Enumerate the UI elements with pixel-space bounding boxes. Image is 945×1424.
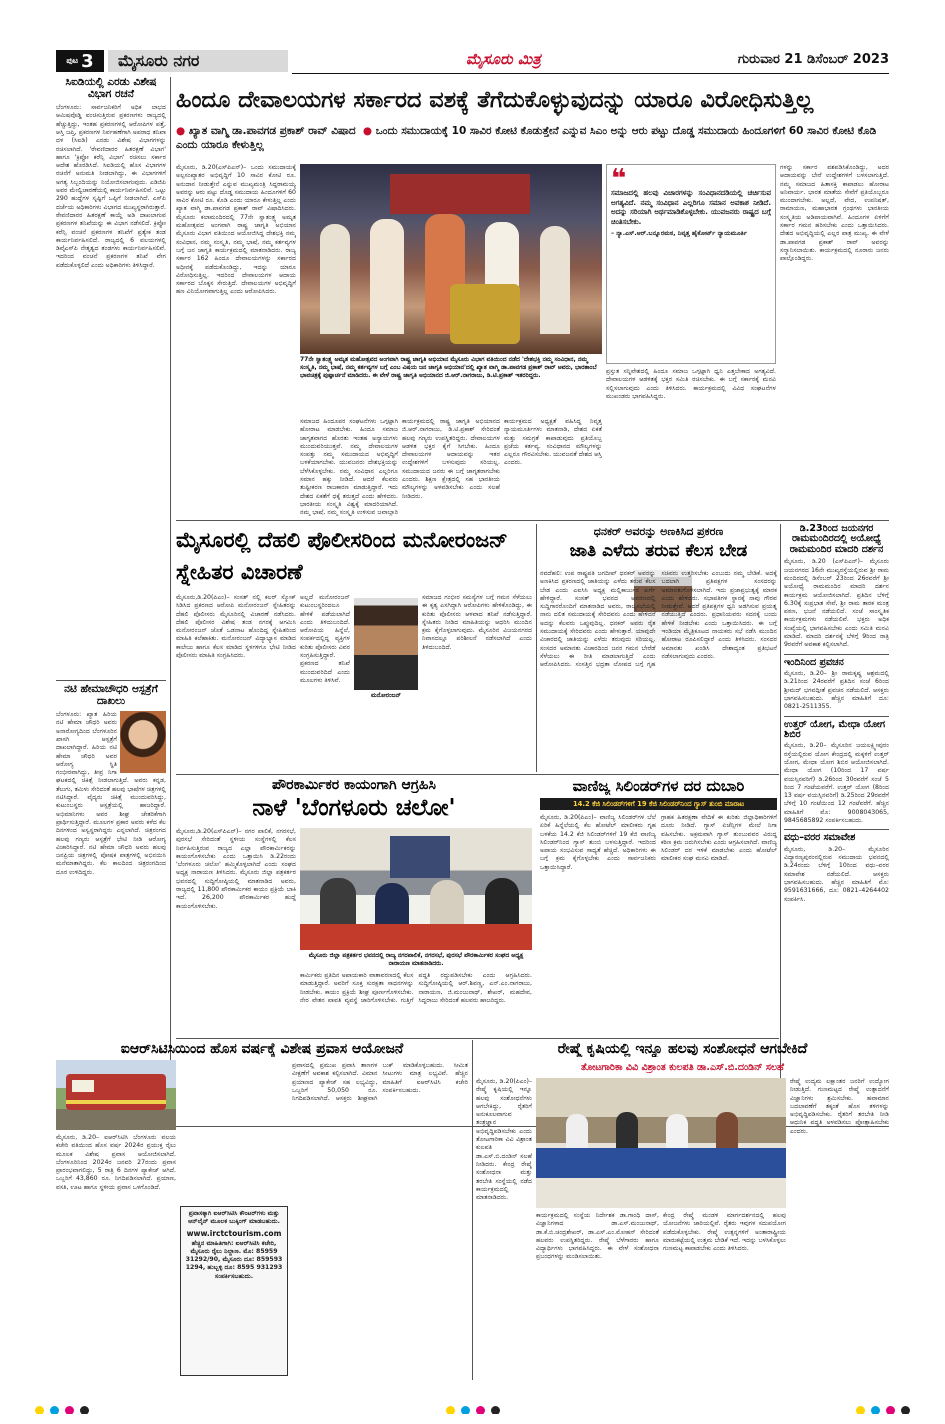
labour-photo [300, 828, 532, 950]
silk-col1: ಮೈಸೂರು, ಡಿ.20(ಪಿಎಂ)– ರೇಷ್ಮೆ ಕೃಷಿಯಲ್ಲಿ ಇನ್ನೂ ಹಲವು ಸಂಶೋಧನೆಗಳು ಆಗಬೇಕಿದ್ದು, ರೈತರಿಗೆ ಅನುಕೂಲವಾಗುವ ತಂತ್ರಜ್ಞಾನ ಅಭಿವೃದ್ಧಿಪಡಿಸಬೇಕು ಎಂದು ತೋಟಗಾರಿಕಾ ವಿವಿ ವಿಶ್ರಾಂತ ಕುಲಪತಿ ಡಾ.ಎಸ್.ಬಿ.ದಂಡಿನ್ ಸಲಹೆ ನೀಡಿದರು. ಕೇಂದ್ರ ರೇಷ್ಮೆ ಸಂಶೋಧನಾ ಮತ್ತು ತರಬೇತಿ ಸಂಸ್ಥೆಯಲ್ಲಿ ನಡೆದ ಕಾರ್ಯಕ್ರಮದಲ್ಲಿ ಮಾತನಾಡಿದರು. [476, 1078, 532, 1202]
main-headline: ಹಿಂದೂ ದೇವಾಲಯಗಳ ಸರ್ಕಾರದ ವಶಕ್ಕೆ ತೆಗೆದುಕೊಳ್ಳುವುದನ್ನು ಯಾರೂ ವಿರೋಧಿಸುತ್ತಿಲ್ಲ [176, 87, 814, 113]
actress-photo [120, 711, 166, 773]
cid-headline: ಸಿಐಡಿಯಲ್ಲಿ ಎರಡು ವಿಶೇಷ ವಿಭಾಗ ರಚನೆ [65, 77, 157, 100]
silk-headline: ರೇಷ್ಮೆ ಕೃಷಿಯಲ್ಲಿ ಇನ್ನೂ ಹಲವು ಸಂಶೋಧನೆ ಆಗಬೇಕಿದೆ [557, 1042, 808, 1057]
main-sub2: ಒಂದು ಸಮುದಾಯಕ್ಕೆ 10 ಸಾವಿರ ಕೋಟಿ ಕೊಡುತ್ತೇನೆ ಎನ್ನುವ ಸಿಎಂ ಅನ್ನು ಆರು ಪಟ್ಟು ದೊಡ್ಡ ಸಮುದಾಯ ಹಿಂದೂಗಳಿಗೆ 60 ಸಾವಿರ ಕೋಟಿ ಕೊಡಿ ಎಂದು ಯಾರೂ ಕೇಳುತ್ತಿಲ್ಲ [176, 125, 877, 151]
quote-mark-icon: ❝ [611, 164, 627, 194]
header [56, 50, 889, 74]
silk-col4: ಕೇಂದ್ರ ರೇಷ್ಮೆ ಮಂಡಳಿ ಮಾರ್ಗದರ್ಶನದಲ್ಲಿ ಹಲವು ಯೋಜನೆಗಳು ಜಾರಿಯಲ್ಲಿವೆ. ರೈತರು ಇವುಗಳ ಸದುಪಯೋಗ ಪಡೆದುಕೊಳ್ಳಬೇಕು. ರೇಷ್ಮೆ ಉತ್ಪನ್ನಗಳಿಗೆ ಅಂತಾರಾಷ್ಟ್ರೀಯ ಮಾರುಕಟ್ಟೆಯಲ್ಲಿ ಉತ್ತಮ ಬೇಡಿಕೆ ಇದೆ. ಇದನ್ನು ಬಳಸಿಕೊಳ್ಳಲು ಗುಣಮಟ್ಟ ಕಾಪಾಡಬೇಕು ಎಂದು ತಿಳಿಸಿದರು. [663, 1212, 786, 1253]
caste-body: ನವದೆಹಲಿ: ಉಪ ರಾಷ್ಟ್ರಪತಿ ಜಗದೀಪ್ ಧನಕರ್ ಅವರನ್ನು ಅಣಕಿಸಿದ ಪ್ರಕರಣದಲ್ಲಿ ಜಾತಿಯನ್ನು ಎಳೆದು ತರುವ ಕೆಲಸ ಬೇಡ ಎಂದು ಎಐಸಿಸಿ ಅಧ್ಯಕ್ಷ ಮಲ್ಲಿಕಾರ್ಜುನ ಖರ್ಗೆ ಹೇಳಿದ್ದಾರೆ. ಸಂಸತ್ ಭವನದ ಆವರಣದಲ್ಲಿ ಸುದ್ದಿಗಾರರೊಂದಿಗೆ ಮಾತನಾಡಿದ ಅವರು, ರಾಜ್ಯಸಭೆಯಲ್ಲಿ ನಾನು ದಲಿತ ಸಮುದಾಯಕ್ಕೆ ಸೇರಿದವನು ಎಂದು ಹೇಳಿದರೆ ಅದನ್ನು ಕೆಲವರು ಒಪ್ಪುವುದಿಲ್ಲ. ಧನಕರ್ ಅವರು ರೈತ ಸಮುದಾಯಕ್ಕೆ ಸೇರಿದವರು ಎಂದು ಹೇಳುತ್ತಾರೆ. ಯಾವುದೇ ವಿಚಾರದಲ್ಲಿ ಜಾತಿಯನ್ನು ಎಳೆದು ತರುವುದು ಸರಿಯಲ್ಲ. ಸಂಸದರ ಅಮಾನತು ವಿಚಾರದಿಂದ ಜನರ ಗಮನ ಬೇರೆಡೆ ಸೆಳೆಯಲು ಈ ರೀತಿ ಮಾಡಲಾಗುತ್ತಿದೆ ಎಂದು ಆರೋಪಿಸಿದರು. ಸಂಸತ್ತಿನ ಭದ್ರತಾ ಲೋಪದ ಬಗ್ಗೆ ಗೃಹ ಸಚಿವರು ಉತ್ತರಿಸಬೇಕು ಎಂಬುದು ನಮ್ಮ ಬೇಡಿಕೆ. ಅದಕ್ಕೆ ಬದಲಾಗಿ ಪ್ರತಿಪಕ್ಷಗಳ ಸಂಸದರನ್ನು ಅಮಾನತುಗೊಳಿಸಲಾಗಿದೆ. ಇದು ಪ್ರಜಾಪ್ರಭುತ್ವಕ್ಕೆ ಮಾರಕ ಎಂದು ಹೇಳಿದರು. ಸಭಾಪತಿಗಳ ಸ್ಥಾನಕ್ಕೆ ನಾವು ಗೌರವ ನೀಡುತ್ತೇವೆ. ಆದರೆ ಪ್ರತಿಪಕ್ಷಗಳ ಧ್ವನಿ ಅಡಗಿಸುವ ಪ್ರಯತ್ನ ನಡೆಯುತ್ತಿದೆ ಎಂದರು. ಪ್ರಧಾನಿಯವರು ಸದನಕ್ಕೆ ಬಂದು ಹೇಳಿಕೆ ನೀಡಬೇಕು ಎಂದು ಒತ್ತಾಯಿಸಿದರು. ಈ ಬಗ್ಗೆ ಇಂಡಿಯಾ ಮೈತ್ರಿಕೂಟದ ನಾಯಕರು ಸಭೆ ನಡೆಸಿ ಮುಂದಿನ ಹೋರಾಟ ರೂಪಿಸಲಿದ್ದಾರೆ ಎಂದು ತಿಳಿಸಿದರು. ಸಂಸದರ ಅಮಾನತು ಖಂಡಿಸಿ ದೇಶಾದ್ಯಂತ ಪ್ರತಿಭಟನೆ ನಡೆಸಲಾಗುವುದು ಎಂದರು. [540, 570, 777, 669]
yoga-headline: ಉತ್ತರ್ ಯೋಗ, ಮೇಧಾ ಯೋಗ ಶಿಬಿರ [784, 716, 889, 741]
quote-author: – ನ್ಯಾ.ಎಸ್.ಆರ್.ಬನ್ನೂರಮಠ, ನಿವೃತ್ತ ಹೈಕೋರ್ಟ್ ನ್ಯಾಯಮೂರ್ತಿ [611, 230, 748, 237]
vadhu-body: ಮೈಸೂರು, ಡಿ.20– ಮೈಸೂರಿನ ವಿದ್ಯಾರಣ್ಯಪುರಂನಲ್ಲಿರುವ ಸಮುದಾಯ ಭವನದಲ್ಲಿ ಡಿ.24ರಂದು ಬೆಳಿಗ್ಗೆ 10ರಿಂದ ವಧು–ವರರ ಸಮಾವೇಶ ನಡೆಯಲಿದೆ. ಆಸಕ್ತರು ಭಾಗವಹಿಸಬಹುದು. ಹೆಚ್ಚಿನ ಮಾಹಿತಿಗೆ ಮೊ: 9591631666, ದೂ: 0821–4264402 ಸಂಪರ್ಕಿಸಿ. [784, 845, 889, 903]
main-photo-caption: 77ನೇ ಸ್ವಾತಂತ್ರ್ಯ ಅಮೃತ ಮಹೋತ್ಸವದ ಅಂಗವಾಗಿ ರಾಷ್ಟ್ರ ಜಾಗೃತಿ ಅಭಿಯಾನ ಮೈಸೂರು ವಿಭಾಗ ವತಿಯಿಂದ ನಡೆದ 'ದೇಶಭಕ್ತಿ ನಮ್ಮ ಸಂವಿಧಾನ, ನಮ್ಮ ಸಂಸ್ಕೃತಿ, ನಮ್ಮ ಭಾಷೆ, ನಮ್ಮ ಕರ್ತವ್ಯಗಳ ಬಗ್ಗೆ ಎಂಬ ವಿಷಯ ಜನ ಜಾಗೃತಿ ಅಭಿಯಾನ'ದಲ್ಲಿ ಖ್ಯಾತ ವಾಗ್ಮಿ ಡಾ.ಪಾವಗಡ ಪ್ರಕಾಶ್ ರಾವ್ ಅವರು, ಭಾರತಾಂಬೆ ಭಾವಚಿತ್ರಕ್ಕೆ ಪುಷ್ಪಾರ್ಚನೆ ಮಾಡಿದರು. ಈ ವೇಳೆ ರಾಷ್ಟ್ರ ಜಾಗೃತಿ ಅಭಿಯಾನದ ಜಿ.ಆರ್.ನಾಗರಾಜು, ಡಿ.ಟಿ.ಪ್ರಕಾಶ್ ಇತರರಿದ್ದರು. [300, 356, 597, 379]
section-title: ಮೈಸೂರು ನಗರ [108, 50, 288, 72]
ram-mandir-body: ಮೈಸೂರು, ಡಿ.20 (ಎಸ್‌ಪಿಎನ್)– ಮೈಸೂರು ಜಯನಗರದ 16ನೇ ಮುಖ್ಯರಸ್ತೆಯಲ್ಲಿರುವ ಶ್ರೀ ರಾಮ ಮಂದಿರದಲ್ಲಿ ಡಿಸೆಂಬರ್ 23ರಿಂದ 26ರವರೆಗೆ ಶ್ರೀ ಅಯೋಧ್ಯೆ ರಾಮಮಂದಿರ ಮಾದರಿ ದರ್ಶನ ಕಾರ್ಯಕ್ರಮ ಆಯೋಜಿಸಲಾಗಿದೆ. ಪ್ರತಿದಿನ ಬೆಳಿಗ್ಗೆ 6.30ಕ್ಕೆ ಸುಪ್ರಭಾತ ಸೇವೆ, ಶ್ರೀ ರಾಮ ತಾರಕ ಮಂತ್ರ ಪಠಣ, ಭಜನೆ ನಡೆಯಲಿದೆ. ಸಂಜೆ ಸಾಂಸ್ಕೃತಿಕ ಕಾರ್ಯಕ್ರಮಗಳು ನಡೆಯಲಿವೆ. ಭಕ್ತರು ಅಧಿಕ ಸಂಖ್ಯೆಯಲ್ಲಿ ಭಾಗವಹಿಸಬೇಕು ಎಂದು ಸಮಿತಿ ಮನವಿ ಮಾಡಿದೆ. ಮಾದರಿ ದರ್ಶನಕ್ಕೆ ಬೆಳಿಗ್ಗೆ 9ರಿಂದ ರಾತ್ರಿ 9ರವರೆಗೆ ಅವಕಾಶ ಕಲ್ಪಿಸಲಾಗಿದೆ. [784, 558, 889, 649]
cid-story [56, 77, 166, 677]
yoga-body: ಮೈಸೂರು, ಡಿ.20– ಮೈಸೂರಿನ ಜಯಲಕ್ಷ್ಮೀಪುರಂ ರಸ್ತೆಯಲ್ಲಿರುವ ಯೋಗ ಕೇಂದ್ರದಲ್ಲಿ ಮಕ್ಕಳಿಗೆ ಉತ್ತರ್ ಯೋಗ, ಮೇಧಾ ಯೋಗ ಶಿಬಿರ ಆಯೋಜಿಸಲಾಗಿದೆ. ಮೇಧಾ ಯೋಗ (10ರಿಂದ 17 ವರ್ಷ ವಯಸ್ಸಿನವರಿಗೆ) ಡಿ.26ರಿಂದ 30ರವರೆಗೆ ಸಂಜೆ 5 ರಿಂದ 7 ಗಂಟೆಯವರೆಗೆ. ಉತ್ತರ್ ಯೋಗ (8ರಿಂದ 13 ವರ್ಷ ವಯಸ್ಸಿನವರಿಗೆ) ಡಿ.25ರಿಂದ 29ರವರೆಗೆ ಬೆಳಿಗ್ಗೆ 10 ಗಂಟೆಯಿಂದ 12 ಗಂಟೆವರೆಗೆ. ಹೆಚ್ಚಿನ ಮಾಹಿತಿಗೆ ಮೊ: 9008043065, 9845685892 ಸಂಪರ್ಕಿಸಬಹುದು. [784, 742, 889, 825]
vadhu-headline: ವಧು–ವರರ ಸಮಾವೇಶ [784, 829, 889, 843]
irctc-col2: ಪ್ರವಾಸದಲ್ಲಿ ಪ್ರಮುಖ ಪ್ರವಾಸಿ ತಾಣಗಳ ವೀಕ್ಷಣೆಗೆ ಅವಕಾಶ ಕಲ್ಪಿಸಲಾಗಿದೆ. ವಿಮಾನ ಪ್ರಯಾಣದ ಪ್ಯಾಕೇಜ್ ಸಹ ಲಭ್ಯವಿದ್ದು, ಒಬ್ಬರಿಗೆ 50,050 ರೂ. ನಿಗದಿಪಡಿಸಲಾಗಿದೆ. ಆಸಕ್ತರು ಶೀಘ್ರವಾಗಿ ಬುಕ್ ಮಾಡಿಕೊಳ್ಳಬಹುದು. ಸೀಮಿತ ಸೀಟುಗಳು ಮಾತ್ರ ಲಭ್ಯವಿವೆ. ಹೆಚ್ಚಿನ ಮಾಹಿತಿಗೆ ಐಆರ್‌ಸಿಟಿಸಿ ಕಚೇರಿ ಸಂಪರ್ಕಿಸಬಹುದು. [292, 1062, 468, 1103]
caste-headline: ಜಾತಿ ಎಳೆದು ತರುವ ಕೆಲಸ ಬೇಡ [569, 542, 748, 561]
gas-col1: ಮೈಸೂರು, ಡಿ.20(ಪಿಎಂ)– ವಾಣಿಜ್ಯ ಸಿಲಿಂಡರ್‌ಗಳ ಬೆಲೆ ಏರಿಕೆ ಹಿನ್ನೆಲೆಯಲ್ಲಿ ಕೆಲ ಹೋಟೆಲ್ ಮಾಲೀಕರು ಗೃಹ ಬಳಕೆಯ 14.2 ಕೆಜಿ ಸಿಲಿಂಡರ್‌ಗಳಿಗೆ 19 ಕೆಜಿ ವಾಣಿಜ್ಯ ಸಿಲಿಂಡರ್‌ನಿಂದ ಗ್ಯಾಸ್ ತುಂಬಿ ಬಳಸುತ್ತಿದ್ದಾರೆ. ಇದರಿಂದ ಅಪಾಯ ಸಂಭವಿಸುವ ಸಾಧ್ಯತೆ ಹೆಚ್ಚಿದೆ. ಅಧಿಕಾರಿಗಳು ಈ ಬಗ್ಗೆ ಕ್ರಮ ಕೈಗೊಳ್ಳಬೇಕು ಎಂದು ಸಾರ್ವಜನಿಕರು ಒತ್ತಾಯಿಸಿದ್ದಾರೆ. [540, 814, 656, 871]
main-col3: ಕಾರ್ಯಕ್ರಮದಲ್ಲಿ ರಾಷ್ಟ್ರ ಜಾಗೃತಿ ಅಭಿಯಾನದ ಜಿ.ಆರ್.ನಾಗರಾಜು, ಡಿ.ಟಿ.ಪ್ರಕಾಶ್ ಸೇರಿದಂತೆ ಹಲವು ಗಣ್ಯರು ಉಪಸ್ಥಿತರಿದ್ದರು. ದೇವಾಲಯಗಳ ಆಡಳಿತ ಭಕ್ತರ ಕೈಗೆ ಸಿಗಬೇಕು. ಹಿಂದೂ ದೇವಾಲಯಗಳ ಆದಾಯವನ್ನು ಇತರ ಉದ್ದೇಶಗಳಿಗೆ ಬಳಸುವುದು ಸರಿಯಲ್ಲ. ಸಮುದಾಯದ ಜನರು ಈ ಬಗ್ಗೆ ಜಾಗೃತರಾಗಬೇಕು ಎಂದರು. ಶಿಕ್ಷಣ ಕ್ಷೇತ್ರದಲ್ಲಿ ಸಹ ಭಾರತೀಯ ಮೌಲ್ಯಗಳನ್ನು ಅಳವಡಿಸಬೇಕು ಎಂದು ಸಲಹೆ ನೀಡಿದರು. [402, 418, 500, 500]
caste-kicker: ಧನಕರ್ ಅವರನ್ನು ಅಣಕಿಸಿದ ಪ್ರಕರಣ [593, 526, 724, 538]
labour-photo-caption: ಮೈಸೂರು ಜಿಲ್ಲಾ ಪತ್ರಕರ್ತರ ಭವನದಲ್ಲಿ ರಾಜ್ಯ ನಗರಪಾಲಿಕೆ, ನಗರಸಭೆ, ಪುರಸಭೆ ಪೌರಕಾರ್ಮಿಕರ ಸಂಘದ ಅಧ್ಯಕ್ಷ ನಾರಾಯಣ ಮಾತನಾಡಿದರು. [308, 952, 524, 967]
silk-col2: ರೇಷ್ಮೆ ಉದ್ಯಮ ಲಕ್ಷಾಂತರ ಜನರಿಗೆ ಉದ್ಯೋಗ ನೀಡುತ್ತಿದೆ. ಗುಣಮಟ್ಟದ ರೇಷ್ಮೆ ಉತ್ಪಾದನೆಗೆ ವಿಜ್ಞಾನಿಗಳು ಶ್ರಮಿಸಬೇಕು. ಹವಾಮಾನ ಬದಲಾವಣೆಗೆ ತಕ್ಕಂತೆ ಹೊಸ ತಳಿಗಳನ್ನು ಅಭಿವೃದ್ಧಿಪಡಿಸಬೇಕು. ರೈತರಿಗೆ ತರಬೇತಿ ನೀಡಿ ಆಧುನಿಕ ಪದ್ಧತಿ ಅಳವಡಿಸಲು ಪ್ರೋತ್ಸಾಹಿಸಬೇಕು ಎಂದರು. [790, 1078, 889, 1135]
actress-headline: ನಟಿ ಹೇಮಾಚೌಧರಿ ಆಸ್ಪತ್ರೆಗೆ ದಾಖಲು [64, 684, 158, 707]
irctc-info-box [180, 1206, 288, 1376]
cid-body: ಬೆಂಗಳೂರು: ಸಾರ್ವಜನಿಕರಿಗೆ ಅಧಿಕ ಲಾಭದ ಆಮಿಷವೊಡ್ಡಿ ವಂಚಿಸುತ್ತಿರುವ ಪ್ರಕರಣಗಳು ರಾಜ್ಯದಲ್ಲಿ ಹೆಚ್ಚುತ್ತಿದ್ದು, ಇಂತಹ ಪ್ರಕರಣಗಳಲ್ಲಿ ಆರೋಪಿಗಳ ಪತ್ತೆ, ಆಸ್ತಿ ಜಪ್ತಿ, ಪ್ರಕರಣಗಳ ನಿರ್ವಹಣೆಗಾಗಿ ಅಪರಾಧ ತನಿಖಾ ದಳ (ಸಿಐಡಿ) ಎರಡು ವಿಶೇಷ ವಿಭಾಗಗಳನ್ನು ರಚಿಸಲಾಗಿದೆ. 'ಠೇವಣಿದಾರರ ಹಿತರಕ್ಷಣೆ ವಿಭಾಗ' ಹಾಗೂ 'ಕ್ರಿಪ್ಟೋ ಕರೆನ್ಸಿ ವಿಭಾಗ' ರಚಿಸಲು ಸರ್ಕಾರ ಆದೇಶ ಹೊರಡಿಸಿದೆ. ಸಿಐಡಿಯಲ್ಲಿ ಹೊಸ ವಿಭಾಗಗಳ ರಚನೆಗೆ ಅನುಮತಿ ನೀಡಲಾಗಿದ್ದು, ಈ ವಿಭಾಗಗಳಿಗೆ ಅಗತ್ಯ ಸಿಬ್ಬಂದಿಯನ್ನು ನಿಯೋಜಿಸಲಾಗುವುದು. ಎಡಿಜಿಪಿ ಅವರ ಮೇಲ್ವಿಚಾರಣೆಯಲ್ಲಿ ಕಾರ್ಯನಿರ್ವಹಿಸಲಿವೆ. ಒಟ್ಟು 290 ಹುದ್ದೆಗಳ ಸೃಷ್ಟಿಗೆ ಒಪ್ಪಿಗೆ ನೀಡಲಾಗಿದೆ. ಎಸ್‌ಪಿ ದರ್ಜೆಯ ಅಧಿಕಾರಿಗಳು ವಿಭಾಗದ ಮುಖ್ಯಸ್ಥರಾಗಿರುತ್ತಾರೆ. ಠೇವಣಿದಾರರ ಹಿತರಕ್ಷಣೆ ಕಾಯ್ದೆ ಅಡಿ ದಾಖಲಾಗುವ ಪ್ರಕರಣಗಳ ತನಿಖೆಯನ್ನು ಈ ವಿಭಾಗ ನಡೆಸಲಿದೆ. ಕ್ರಿಪ್ಟೋ ಕರೆನ್ಸಿ ವಂಚನೆ ಪ್ರಕರಣಗಳ ತನಿಖೆಗೆ ಪ್ರತ್ಯೇಕ ತಂಡ ಕಾರ್ಯನಿರ್ವಹಿಸಲಿದೆ. ರಾಜ್ಯದಲ್ಲಿ 6 ವಲಯಗಳಲ್ಲಿ ಡಿವೈಎಸ್‌ಪಿ ನೇತೃತ್ವದ ತಂಡಗಳು ಕಾರ್ಯನಿರ್ವಹಿಸಲಿವೆ. ಇದರಿಂದ ವಂಚನೆ ಪ್ರಕರಣಗಳ ತನಿಖೆ ವೇಗ ಪಡೆದುಕೊಳ್ಳಲಿದೆ ಎಂದು ಅಧಿಕಾರಿಗಳು ತಿಳಿಸಿದ್ದಾರೆ. [56, 104, 166, 269]
irctc-box-title: ಪ್ರವಾಸಕ್ಕಾಗಿ ಐಆರ್‌ಸಿಟಿಸಿ ಕೌಂಟರ್‌ಗಳು ಮತ್ತು ಆನ್‌ಲೈನ್ ಮೂಲಕ ಬುಕ್ಕಿಂಗ್ ಮಾಡಬಹುದು. [188, 1210, 280, 1226]
ram-mandir-story [784, 524, 889, 1124]
registration-marks [32, 1400, 913, 1414]
irctc-box-text: ಹೆಚ್ಚಿನ ಮಾಹಿತಿಗಾಗಿ: ಐಆರ್‌ಸಿಟಿಸಿ ಕಚೇರಿ, ಮೈಸೂರು ರೈಲು ನಿಲ್ದಾಣ. ಮೊ: 85959 31292/90, ಮೈಸೂರು ದೂ: 859593 1294, ಹುಬ್ಬಳ್ಳಿ ದೂ: 8595 931293 ಸಂಪರ್ಕಿಸಬಹುದು. [185, 1239, 283, 1280]
labour-col2: ಕಾರ್ಮಿಕರು ಪ್ರತಿದಿನ ಅಪಾಯಕಾರಿ ವಾತಾವರಣದಲ್ಲಿ ಕೆಲಸ ಮಾಡುತ್ತಿದ್ದಾರೆ. ಅವರಿಗೆ ಸೂಕ್ತ ಸುರಕ್ಷತಾ ಸಾಧನಗಳನ್ನು ನೀಡಬೇಕು. ಕಾಯಂ ಪ್ರಕ್ರಿಯೆ ಶೀಘ್ರ ಪೂರ್ಣಗೊಳಿಸಬೇಕು. ನೇರ ವೇತನ ಪಾವತಿ ವ್ಯವಸ್ಥೆ ಜಾರಿಗೊಳಿಸಬೇಕು. ಗುತ್ತಿಗೆ ಪದ್ಧತಿ ರದ್ದುಪಡಿಸಬೇಕು ಎಂದು ಆಗ್ರಹಿಸಿದರು. ಸುದ್ದಿಗೋಷ್ಠಿಯಲ್ಲಿ ಆರ್.ಶಿವಣ್ಣ, ಎನ್.ಎಂ.ನಾಗರಾಜು, ನಾರಾಯಣ, ಜಿ.ಮಂಜುನಾಥ್, ಶೇಖರ್, ಮಹದೇವ, ಸಿದ್ದರಾಜು ಸೇರಿದಂತೆ ಹಲವರು ಹಾಜರಿದ್ದರು. [300, 972, 532, 1004]
silk-event-photo [536, 1078, 786, 1208]
irctc-col1: ಮೈಸೂರು, ಡಿ.20– ಐಆರ್‌ಸಿಟಿಸಿ ಬೆಂಗಳೂರು ವಲಯ ಕಚೇರಿ ವತಿಯಿಂದ ಹೊಸ ವರ್ಷ 2024ರ ಪ್ರಯುಕ್ತ ರೈಲು ಮೂಲಕ ವಿಶೇಷ ಪ್ರವಾಸ ಆಯೋಜಿಸಲಾಗಿದೆ. ಬೆಂಗಳೂರಿನಿಂದ 2024ರ ಜನವರಿ 27ರಂದು ಪ್ರವಾಸ ಪ್ರಾರಂಭವಾಗಲಿದ್ದು, 5 ರಾತ್ರಿ 6 ದಿನಗಳ ಪ್ಯಾಕೇಜ್ ಆಗಿದೆ. ಒಬ್ಬರಿಗೆ 43,860 ರೂ. ನಿಗದಿಪಡಿಸಲಾಗಿದೆ. ಪ್ರಯಾಣ, ವಸತಿ, ಊಟ ಹಾಗೂ ಸ್ಥಳೀಯ ಪ್ರವಾಸ ಒಳಗೊಂಡಿದೆ. [56, 1134, 176, 1191]
main-event-photo [300, 164, 602, 354]
main-col2: ಸಮಾಜದ ಹಿಂದೂಪರ ಸಂಘಟನೆಗಳು ಒಗ್ಗಟ್ಟಾಗಿ ಹೋರಾಟ ಮಾಡಬೇಕು. ಹಿಂದೂ ಸಮಾಜ ಜಾಗೃತವಾಗದ ಹೊರತು ಇಂತಹ ಅನ್ಯಾಯಗಳು ಮುಂದುವರಿಯುತ್ತವೆ. ನಮ್ಮ ದೇವಾಲಯಗಳ ಸಂಪತ್ತು ನಮ್ಮ ಸಮುದಾಯದ ಅಭಿವೃದ್ಧಿಗೆ ಬಳಕೆಯಾಗಬೇಕು. ಯುವಜನರು ದೇಶಭಕ್ತಿಯನ್ನು ಬೆಳೆಸಿಕೊಳ್ಳಬೇಕು. ನಮ್ಮ ಸಂವಿಧಾನ ಎಲ್ಲರಿಗೂ ಸಮಾನ ಹಕ್ಕು ನೀಡಿದೆ. ಆದರೆ ಕೆಲವರು ತುಷ್ಟೀಕರಣ ರಾಜಕಾರಣ ಮಾಡುತ್ತಿದ್ದಾರೆ. ಇದು ದೇಶದ ಏಕತೆಗೆ ಧಕ್ಕೆ ತರುತ್ತದೆ ಎಂದು ಹೇಳಿದರು. ಭಾರತೀಯ ಸಂಸ್ಕೃತಿ ವಿಶ್ವಕ್ಕೆ ಮಾದರಿಯಾಗಿದೆ. ನಮ್ಮ ಭಾಷೆ, ನಮ್ಮ ಸಂಸ್ಕೃತಿ ಉಳಿಸುವ ಜವಾಬ್ದಾರಿ [300, 418, 398, 516]
gas-subhead: 14.2 ಕೆಜಿ ಸಿಲಿಂಡರ್‌ಗಳಿಗೆ 19 ಕೆಜಿ ಸಿಲಿಂಡರ್‌ನಿಂದ ಗ್ಯಾಸ್ ತುಂಬಿ ಮಾರಾಟ [540, 798, 777, 810]
actress-story [56, 684, 166, 1124]
main-col1: ಮೈಸೂರು, ಡಿ.20(ಎಸ್‌ಪಿಎನ್)– ಒಂದು ಸಮುದಾಯಕ್ಕೆ ಅಲ್ಪಸಂಖ್ಯಾತರ ಅಭಿವೃದ್ಧಿಗೆ 10 ಸಾವಿರ ಕೋಟಿ ರೂ. ಅನುದಾನ ನೀಡುತ್ತೇನೆ ಎನ್ನುವ ಮುಖ್ಯಮಂತ್ರಿ ಸಿದ್ದರಾಮಯ್ಯ ಅವರನ್ನು ಆರು ಪಟ್ಟು ದೊಡ್ಡ ಸಮುದಾಯ ಹಿಂದೂಗಳಿಗೆ 60 ಸಾವಿರ ಕೋಟಿ ರೂ. ಕೊಡಿ ಎಂದು ಯಾರೂ ಕೇಳುತ್ತಿಲ್ಲ ಎಂದು ಖ್ಯಾತ ವಾಗ್ಮಿ ಡಾ.ಪಾವಗಡ ಪ್ರಕಾಶ್ ರಾವ್ ವಿಷಾದಿಸಿದರು. ಮೈಸೂರು ಕಲಾಮಂದಿರದಲ್ಲಿ 77ನೇ ಸ್ವಾತಂತ್ರ್ಯ ಅಮೃತ ಮಹೋತ್ಸವದ ಅಂಗವಾಗಿ ರಾಷ್ಟ್ರ ಜಾಗೃತಿ ಅಭಿಯಾನ ಮೈಸೂರು ವಿಭಾಗ ವತಿಯಿಂದ ಆಯೋಜಿಸಿದ್ದ ದೇಶಭಕ್ತಿ ನಮ್ಮ ಸಂವಿಧಾನ, ನಮ್ಮ ಸಂಸ್ಕೃತಿ, ನಮ್ಮ ಭಾಷೆ, ನಮ್ಮ ಕರ್ತವ್ಯಗಳ ಬಗ್ಗೆ ಜನ ಜಾಗೃತಿ ಕಾರ್ಯಕ್ರಮದಲ್ಲಿ ಮಾತನಾಡಿದರು. ರಾಜ್ಯ ಸರ್ಕಾರ 162 ಹಿಂದೂ ದೇವಾಲಯಗಳನ್ನು ಸರ್ಕಾರದ ಅಧೀನಕ್ಕೆ ಪಡೆದುಕೊಂಡಿದ್ದು, ಇದನ್ನು ಯಾರೂ ವಿರೋಧಿಸುತ್ತಿಲ್ಲ. ಇದರಿಂದ ದೇವಾಲಯಗಳ ಆದಾಯ ಸರ್ಕಾರದ ಬೊಕ್ಕಸ ಸೇರುತ್ತಿದೆ. ದೇವಾಲಯಗಳ ಅಭಿವೃದ್ಧಿಗೆ ಹಣ ವಿನಿಯೋಗವಾಗುತ್ತಿಲ್ಲ ಎಂದು ಆರೋಪಿಸಿದರು. [176, 164, 296, 296]
main-col4: ಕಾರ್ಯಕ್ರಮದ ಅಧ್ಯಕ್ಷತೆ ವಹಿಸಿದ್ದ ನಿವೃತ್ತ ನ್ಯಾಯಮೂರ್ತಿಗಳು ಮಾತನಾಡಿ, ದೇಶದ ಏಕತೆ ಮತ್ತು ಸಮಗ್ರತೆ ಕಾಪಾಡುವುದು ಪ್ರತಿಯೊಬ್ಬ ಪ್ರಜೆಯ ಕರ್ತವ್ಯ. ಸಂವಿಧಾನದ ಮೌಲ್ಯಗಳನ್ನು ಎಲ್ಲರೂ ಗೌರವಿಸಬೇಕು. ಯುವಜನತೆ ದೇಶದ ಆಸ್ತಿ ಎಂದರು. [504, 418, 602, 467]
page-label: ಪುಟ [66, 56, 79, 65]
delhi-col1: ಮೈಸೂರು,ಡಿ.20(ಪಿಎಂ)– ಸಂಸತ್ ನಲ್ಲಿ ಕಲರ್ ಸ್ಮೋಕ್ ಸಿಡಿಸಿದ ಪ್ರಕರಣದ ಆರೋಪಿ ಮನೋರಂಜನ್ ಸ್ನೇಹಿತರನ್ನು ದೆಹಲಿ ಪೊಲೀಸರು ಮೈಸೂರಿನಲ್ಲಿ ವಿಚಾರಣೆ ನಡೆಸಿದರು. ದೆಹಲಿ ಪೊಲೀಸರ ವಿಶೇಷ ತಂಡ ನಗರಕ್ಕೆ ಆಗಮಿಸಿ ಮನೋರಂಜನ್ ಜೊತೆ ಒಡನಾಟ ಹೊಂದಿದ್ದ ಸ್ನೇಹಿತರಿಂದ ಮಾಹಿತಿ ಕಲೆಹಾಕಿತು. ಮನೋರಂಜನ್ ವಿದ್ಯಾಭ್ಯಾಸ ಮಾಡಿದ ಕಾಲೇಜು ಹಾಗೂ ಕೆಲಸ ಮಾಡಿದ ಸ್ಥಳಗಳಿಗೂ ಭೇಟಿ ನೀಡಿದ ಪೊಲೀಸರು ಮಾಹಿತಿ ಸಂಗ್ರಹಿಸಿದರು. [176, 594, 296, 660]
ram-mandir-headline: ಡಿ.23ರಿಂದ ಜಯನಗರ ರಾಮಮಂದಿರದಲ್ಲಿ ಅಯೋಧ್ಯೆ ರಾಮಮಂದಿರ ಮಾದರಿ ದರ್ಶನ [789, 524, 884, 555]
manoranjan-photo [354, 598, 418, 690]
manoranjan-caption: ಮನೋರಂಜನ್ [371, 692, 401, 699]
delhi-col2: ಅಲ್ಲದೆ ಮನೋರಂಜನ್ ಕುಟುಂಬಸ್ಥರಿಂದಲೂ ಹೇಳಿಕೆ ಪಡೆಯಲಾಗಿದೆ ಎಂದು ತಿಳಿದುಬಂದಿದೆ. ಆರೋಪಿಯ ಹಿನ್ನೆಲೆ, ಸಂಪರ್ಕದಲ್ಲಿದ್ದ ವ್ಯಕ್ತಿಗಳ ಕುರಿತು ಪೊಲೀಸರು ವಿವರ ಸಂಗ್ರಹಿಸುತ್ತಿದ್ದಾರೆ. ಪ್ರಕರಣದ ತನಿಖೆ ಮುಂದುವರಿದಿದೆ ಎಂದು ಮೂಲಗಳು ತಿಳಿಸಿವೆ. [300, 594, 350, 684]
silk-subhead: ತೋಟಗಾರಿಕಾ ವಿವಿ ವಿಶ್ರಾಂತ ಕುಲಪತಿ ಡಾ.ಎಸ್.ಬಿ.ದಂಡಿನ್ ಸಲಹೆ [581, 1062, 784, 1073]
date: ಗುರುವಾರ 21 ಡಿಸೆಂಬರ್ 2023 [737, 52, 889, 67]
train-photo [56, 1060, 176, 1130]
labour-col1: ಮೈಸೂರು,ಡಿ.20(ಎಸ್‌ಪಿಎನ್)– ನಗರ ಪಾಲಿಕೆ, ನಗರಸಭೆ, ಪುರಸಭೆ ಸೇರಿದಂತೆ ಸ್ಥಳೀಯ ಸಂಸ್ಥೆಗಳಲ್ಲಿ ಕೆಲಸ ನಿರ್ವಹಿಸುತ್ತಿರುವ ರಾಜ್ಯದ ಎಲ್ಲಾ ಪೌರಕಾರ್ಮಿಕರನ್ನು ಕಾಯಂಗೊಳಿಸಬೇಕು ಎಂದು ಒತ್ತಾಯಿಸಿ ಡಿ.22ರಂದು 'ಬೆಂಗಳೂರು ಚಲೋ' ಹಮ್ಮಿಕೊಳ್ಳಲಾಗಿದೆ ಎಂದು ಸಂಘದ ಅಧ್ಯಕ್ಷ ನಾರಾಯಣ ತಿಳಿಸಿದರು. ಮೈಸೂರು ಜಿಲ್ಲಾ ಪತ್ರಕರ್ತರ ಭವನದಲ್ಲಿ ಸುದ್ದಿಗೋಷ್ಠಿಯಲ್ಲಿ ಮಾತನಾಡಿದ ಅವರು, ರಾಜ್ಯದಲ್ಲಿ 11,800 ಪೌರಕಾರ್ಮಿಕರ ಕಾಯಂ ಪ್ರಕ್ರಿಯೆ ಬಾಕಿ ಇದೆ. 26,200 ಪೌರಕಾರ್ಮಿಕರ ಹುದ್ದೆ ಕಾಯಂಗೊಳಿಸಬೇಕು. [176, 828, 296, 910]
gas-headline: ವಾಣಿಜ್ಯ ಸಿಲಿಂಡರ್‌ಗಳ ದರ ದುಬಾರಿ [572, 778, 745, 795]
pravachana-headline: ಇಂದಿನಿಂದ ಪ್ರವಚನ [784, 654, 889, 668]
labour-kicker: ಪೌರಕಾರ್ಮಿಕರ ಕಾಯಂಗಾಗಿ ಆಗ್ರಹಿಸಿ [272, 778, 436, 793]
pravachana-body: ಮೈಸೂರು, ಡಿ.20– ಶ್ರೀ ರಾಮಕೃಷ್ಣ ಆಶ್ರಮದಲ್ಲಿ ಡಿ.21ರಿಂದ 24ರವರೆಗೆ ಪ್ರತಿದಿನ ಸಂಜೆ 6ರಿಂದ ಶ್ರೀಮದ್ ಭಗವದ್ಗೀತೆ ಪ್ರವಚನ ನಡೆಯಲಿದೆ. ಆಸಕ್ತರು ಭಾಗವಹಿಸಬಹುದು. ಹೆಚ್ಚಿನ ಮಾಹಿತಿಗೆ ದೂ: 0821-2511355. [784, 670, 889, 711]
page-number: 3 [81, 50, 94, 72]
irctc-box-url: www.irctctourism.com [186, 1228, 282, 1238]
main-right-col2: ಪ್ರಸ್ತುತ ಸನ್ನಿವೇಶದಲ್ಲಿ ಹಿಂದೂ ಸಮಾಜ ಒಗ್ಗಟ್ಟಾಗಿ ಧ್ವನಿ ಎತ್ತಬೇಕಾದ ಅಗತ್ಯವಿದೆ. ದೇವಾಲಯಗಳ ಆಡಳಿತಕ್ಕೆ ಭಕ್ತರ ಸಮಿತಿ ರಚಿಸಬೇಕು. ಈ ಬಗ್ಗೆ ಸರ್ಕಾರಕ್ಕೆ ಮನವಿ ಸಲ್ಲಿಸಲಾಗುವುದು ಎಂದು ತಿಳಿಸಿದರು. ಕಾರ್ಯಕ್ರಮದಲ್ಲಿ ವಿವಿಧ ಸಂಘಟನೆಗಳ ಮುಖಂಡರು ಭಾಗವಹಿಸಿದ್ದರು. [606, 368, 776, 400]
gas-col2: ಗ್ರಾಹಕ ಹಿತರಕ್ಷಣಾ ವೇದಿಕೆ ಈ ಕುರಿತು ಜಿಲ್ಲಾಧಿಕಾರಿಗಳಿಗೆ ದೂರು ನೀಡಿದೆ. ಗ್ಯಾಸ್ ಏಜೆನ್ಸಿಗಳ ಮೇಲೆ ನಿಗಾ ವಹಿಸಬೇಕು. ಅಕ್ರಮವಾಗಿ ಗ್ಯಾಸ್ ತುಂಬುವವರ ವಿರುದ್ಧ ಕಠಿಣ ಕ್ರಮ ಜರುಗಿಸಬೇಕು ಎಂದು ಆಗ್ರಹಿಸಲಾಗಿದೆ. ವಾಣಿಜ್ಯ ಸಿಲಿಂಡರ್ ದರ ಇಳಿಕೆ ಮಾಡಬೇಕು ಎಂದು ಹೋಟೆಲ್ ಮಾಲೀಕರ ಸಂಘ ಮನವಿ ಮಾಡಿದೆ. [661, 814, 777, 863]
main-subheads: ● ಖ್ಯಾತ ವಾಗ್ಮಿ ಡಾ.ಪಾವಗಡ ಪ್ರಕಾಶ್ ರಾವ್ ವಿಷಾದ ● ಒಂದು ಸಮುದಾಯಕ್ಕೆ 10 ಸಾವಿರ ಕೋಟಿ ಕೊಡುತ್ತೇನೆ ಎನ್ನುವ ಸಿಎಂ ಅನ್ನು ಆರು ಪಟ್ಟು ದೊಡ್ಡ ಸಮುದಾಯ ಹಿಂದೂಗಳಿಗೆ 60 ಸಾವಿರ ಕೋಟಿ ಕೊಡಿ ಎಂದು ಯಾರೂ ಕೇಳುತ್ತಿಲ್ಲ [176, 125, 877, 151]
silk-col3: ಕಾರ್ಯಕ್ರಮದಲ್ಲಿ ಸಂಸ್ಥೆಯ ನಿರ್ದೇಶಕ ಡಾ.ಗಾಂಧಿ ದಾಸ್, ವಿಜ್ಞಾನಿಗಳಾದ ಡಾ.ಎಸ್.ಮಂಜುನಾಥ್, ಡಾ.ಕೆ.ಬಿ.ಚಂದ್ರಶೇಖರ್, ಡಾ.ಎಸ್.ಎಂ.ಮೋಹನ್ ಸೇರಿದಂತೆ ಹಲವರು ಉಪಸ್ಥಿತರಿದ್ದರು. ರೇಷ್ಮೆ ಬೆಳೆಗಾರರು ಹಾಗೂ ವಿದ್ಯಾರ್ಥಿಗಳು ಭಾಗವಹಿಸಿದ್ದರು. ಈ ವೇಳೆ ಸಂಶೋಧನಾ ಪ್ರಬಂಧಗಳನ್ನು ಮಂಡಿಸಲಾಯಿತು. [536, 1212, 659, 1261]
irctc-headline: ಐಆರ್‌ಸಿಟಿಸಿಯಿಂದ ಹೊಸ ವರ್ಷಕ್ಕೆ ವಿಶೇಷ ಪ್ರವಾಸ ಆಯೋಜನೆ [120, 1042, 404, 1057]
quote-box [606, 164, 776, 364]
page-number-box [56, 50, 104, 72]
main-right-col: ಗಳನ್ನು ಸರ್ಕಾರ ವಶಪಡಿಸಿಕೊಂಡಿದ್ದು, ಅದರ ಆದಾಯವನ್ನು ಬೇರೆ ಉದ್ದೇಶಗಳಿಗೆ ಬಳಸಲಾಗುತ್ತಿದೆ. ನಮ್ಮ ಸಮಾಜದ ಹಿತಾಸಕ್ತಿ ಕಾಪಾಡಲು ಹೋರಾಟ ಅನಿವಾರ್ಯ. ಭಾರತ ಮಾತೆಯ ಸೇವೆಗೆ ಪ್ರತಿಯೊಬ್ಬರೂ ಮುಂದಾಗಬೇಕು. ಅಲ್ಲದೆ, ವೇದ, ಉಪನಿಷತ್, ರಾಮಾಯಣ, ಮಹಾಭಾರತ ಗ್ರಂಥಗಳು ಭಾರತೀಯ ಸಂಸ್ಕೃತಿಯ ಅಡಿಪಾಯವಾಗಿವೆ. ಹಿಂದೂಗಳ ಏಳಿಗೆಗೆ ಸರ್ಕಾರ ಗಮನ ಹರಿಸಬೇಕು ಎಂದು ಒತ್ತಾಯಿಸಿದರು. ದೇಶದ ಅಭಿವೃದ್ಧಿಯಲ್ಲಿ ಎಲ್ಲರ ಪಾತ್ರ ಮುಖ್ಯ. ಈ ವೇಳೆ ಡಾ.ಪಾವಗಡ ಪ್ರಕಾಶ್ ರಾವ್ ಅವರನ್ನು ಸನ್ಮಾನಿಸಲಾಯಿತು. ಕಾರ್ಯಕ್ರಮದಲ್ಲಿ ನೂರಾರು ಜನರು ಪಾಲ್ಗೊಂಡಿದ್ದರು. [780, 164, 889, 263]
delhi-headline: ಮೈಸೂರಲ್ಲಿ ದೆಹಲಿ ಪೊಲೀಸರಿಂದ ಮನೋರಂಜನ್ ಸ್ನೇಹಿತರ ವಿಚಾರಣೆ [176, 528, 508, 584]
quote-text: ಸಮಾಜದಲ್ಲಿ ಹಲವು ವಿಚಾರಗಳನ್ನು ಸಂವಿಧಾನದಡಿಯಲ್ಲಿ ಚರ್ಚಿಸುವ ಅಗತ್ಯವಿದೆ. ನಮ್ಮ ಸಂವಿಧಾನ ಎಲ್ಲರಿಗೂ ಸಮಾನ ಅವಕಾಶ ನೀಡಿದೆ. ಅದನ್ನು ಸರಿಯಾಗಿ ಅರ್ಥಮಾಡಿಕೊಳ್ಳಬೇಕು. ಯುವಜನರು ರಾಷ್ಟ್ರದ ಬಗ್ಗೆ ಚಿಂತಿಸಬೇಕು. [611, 189, 771, 226]
masthead: ಮೈಸೂರು ಮಿತ್ರ [466, 50, 541, 68]
actress-body: ಬೆಂಗಳೂರು: ಖ್ಯಾತ ಹಿರಿಯ ನಟಿ ಹೇಮಾ ಚೌಧರಿ ಅವರು ಅನಾರೋಗ್ಯದಿಂದ ಬೆಂಗಳೂರಿನ ಖಾಸಗಿ ಆಸ್ಪತ್ರೆಗೆ ದಾಖಲಾಗಿದ್ದಾರೆ. ಹಿರಿಯ ನಟಿ ಹೇಮಾ ಚೌಧರಿ ಅವರ ಆರೋಗ್ಯ ಸ್ಥಿತಿ ಗಂಭೀರವಾಗಿದ್ದು, ತೀವ್ರ ನಿಗಾ ಘಟಕದಲ್ಲಿ ಚಿಕಿತ್ಸೆ ನೀಡಲಾಗುತ್ತಿದೆ. ಅವರು ಕನ್ನಡ, ತೆಲುಗು, ತಮಿಳು ಸೇರಿದಂತೆ ಹಲವು ಭಾಷೆಗಳ ಚಿತ್ರಗಳಲ್ಲಿ ನಟಿಸಿದ್ದಾರೆ. ವೈದ್ಯರು ಚಿಕಿತ್ಸೆ ಮುಂದುವರಿಸಿದ್ದು, ಕುಟುಂಬಸ್ಥರು ಆಸ್ಪತ್ರೆಯಲ್ಲಿ ಹಾಜರಿದ್ದಾರೆ. ಅಭಿಮಾನಿಗಳು ಅವರ ಶೀಘ್ರ ಚೇತರಿಕೆಗಾಗಿ ಪ್ರಾರ್ಥಿಸುತ್ತಿದ್ದಾರೆ. ಮೂಲಗಳ ಪ್ರಕಾರ ಅವರು ಕಳೆದ ಕೆಲ ದಿನಗಳಿಂದ ಅಸ್ವಸ್ಥರಾಗಿದ್ದರು ಎನ್ನಲಾಗಿದೆ. ಚಿತ್ರರಂಗದ ಹಲವು ಗಣ್ಯರು ಆಸ್ಪತ್ರೆಗೆ ಭೇಟಿ ನೀಡಿ ಆರೋಗ್ಯ ವಿಚಾರಿಸಿದ್ದಾರೆ. ನಟಿ ಹೇಮಾ ಚೌಧರಿ ಅವರು ಹಲವು ಜನಪ್ರಿಯ ಚಿತ್ರಗಳಲ್ಲಿ ಪೋಷಕ ಪಾತ್ರಗಳಲ್ಲಿ ಅಭಿನಯಿಸಿ ಮನೆಮಾತಾಗಿದ್ದರು. ಕೆಲ ಕಾಲದಿಂದ ಚಿತ್ರರಂಗದಿಂದ ದೂರ ಉಳಿದಿದ್ದರು. [56, 711, 166, 876]
labour-headline: ನಾಳೆ 'ಬೆಂಗಳೂರು ಚಲೋ' [252, 796, 456, 821]
main-sub1: ಖ್ಯಾತ ವಾಗ್ಮಿ ಡಾ.ಪಾವಗಡ ಪ್ರಕಾಶ್ ರಾವ್ ವಿಷಾದ [188, 125, 356, 137]
delhi-col3: ಸಮಾಜದ ಗಂಭೀರ ಸಮಸ್ಯೆಗಳ ಬಗ್ಗೆ ಗಮನ ಸೆಳೆಯಲು ಈ ಕೃತ್ಯ ಎಸಗಿದ್ದಾಗಿ ಆರೋಪಿಗಳು ಹೇಳಿಕೊಂಡಿದ್ದು, ಈ ಕುರಿತು ಪೊಲೀಸರು ಆಳವಾದ ತನಿಖೆ ನಡೆಸುತ್ತಿದ್ದಾರೆ. ಸ್ನೇಹಿತರು ನೀಡಿದ ಮಾಹಿತಿಯನ್ನು ಆಧರಿಸಿ ಮುಂದಿನ ಕ್ರಮ ಕೈಗೊಳ್ಳಲಾಗುವುದು. ಮೈಸೂರಿನ ವಿಜಯನಗರದ ನಿವಾಸದಲ್ಲೂ ಪರಿಶೀಲನೆ ನಡೆಸಲಾಗಿದೆ ಎಂದು ತಿಳಿದುಬಂದಿದೆ. [422, 594, 532, 651]
